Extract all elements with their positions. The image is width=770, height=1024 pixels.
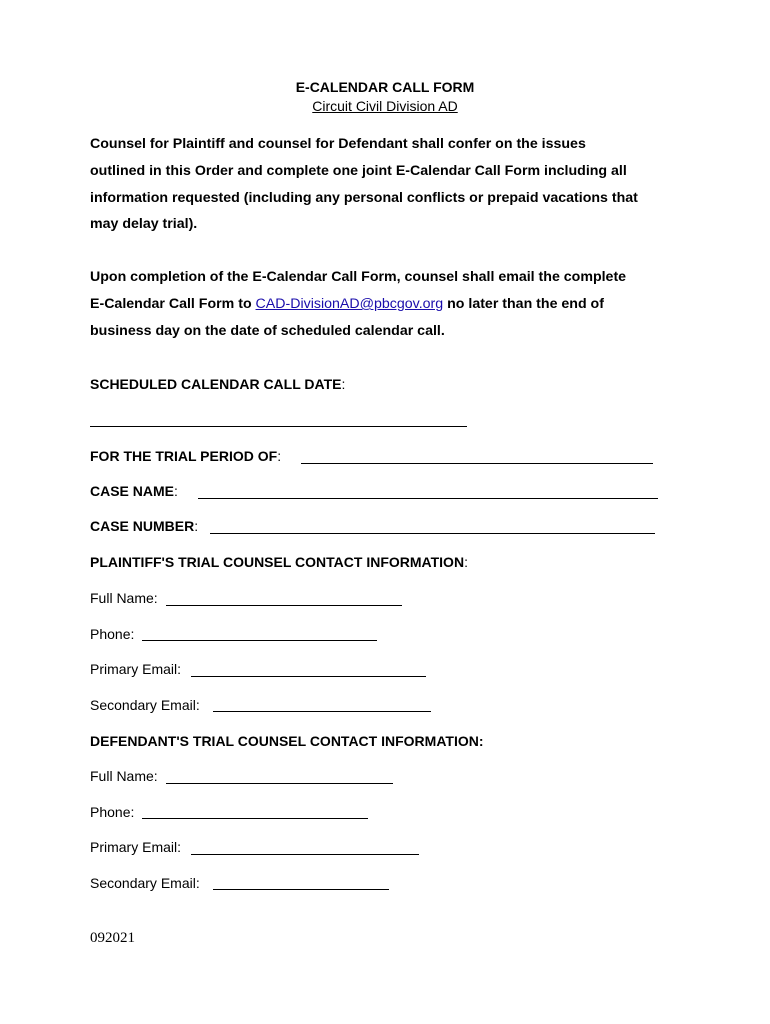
case-number-field[interactable] xyxy=(210,533,655,534)
intro-line: Counsel for Plaintiff and counsel for Defendant shall confer on the issues xyxy=(90,136,586,152)
defendant-full-name-field[interactable] xyxy=(166,783,393,784)
case-number-label xyxy=(90,518,198,534)
trial-period-field[interactable] xyxy=(301,463,653,464)
defendant-primary-email-label: Primary Email: xyxy=(90,839,182,855)
calendar-call-date-field[interactable] xyxy=(90,426,467,427)
plaintiff-full-name-label: Full Name: xyxy=(90,590,158,606)
instructions-text: no later than the end of xyxy=(443,296,604,312)
defendant-primary-email-field[interactable] xyxy=(191,854,419,855)
intro-line: information requested (including any personal conflicts or prepaid vacations that xyxy=(90,190,638,206)
instructions-line: Upon completion of the E-Calendar Call Form, counsel shall email the complete xyxy=(90,269,627,285)
case-name-label xyxy=(90,483,178,499)
trial-period-text: FOR THE TRIAL PERIOD OF xyxy=(90,448,278,464)
plaintiff-heading-text: PLAINTIFF'S TRIAL COUNSEL CONTACT INFORMATION xyxy=(90,554,465,570)
plaintiff-full-name-field[interactable] xyxy=(166,605,402,606)
label-colon: : xyxy=(464,554,468,570)
plaintiff-phone-label: Phone: xyxy=(90,626,135,642)
defendant-phone-field[interactable] xyxy=(142,818,368,819)
plaintiff-heading xyxy=(90,554,468,570)
label-colon: : xyxy=(277,448,282,464)
plaintiff-primary-email-field[interactable] xyxy=(191,676,426,677)
intro-line: may delay trial). xyxy=(90,216,198,232)
plaintiff-phone-field[interactable] xyxy=(142,640,377,641)
plaintiff-secondary-email-label: Secondary Email: xyxy=(90,697,200,713)
case-name-text: CASE NAME xyxy=(90,483,175,499)
defendant-secondary-email-label: Secondary Email: xyxy=(90,875,200,891)
intro-line: outlined in this Order and complete one joint E-Calendar Call Form including all xyxy=(90,163,627,179)
label-colon: : xyxy=(341,376,346,392)
page-title: E-CALENDAR CALL FORM xyxy=(295,79,475,95)
instructions-line xyxy=(90,296,604,312)
instructions-text: E-Calendar Call Form to xyxy=(90,296,256,312)
instructions-line: business day on the date of scheduled calendar call. xyxy=(90,323,445,339)
case-number-text: CASE NUMBER xyxy=(90,518,195,534)
label-colon: : xyxy=(194,518,199,534)
defendant-heading: DEFENDANT'S TRIAL COUNSEL CONTACT INFORMATION: xyxy=(90,733,484,749)
trial-period-label xyxy=(90,448,281,464)
defendant-secondary-email-field[interactable] xyxy=(213,889,389,890)
email-link[interactable]: CAD-DivisionAD@pbcgov.org xyxy=(255,296,444,312)
defendant-phone-label: Phone: xyxy=(90,804,135,820)
plaintiff-primary-email-label: Primary Email: xyxy=(90,661,182,677)
defendant-full-name-label: Full Name: xyxy=(90,768,158,784)
case-name-field[interactable] xyxy=(198,498,658,499)
plaintiff-secondary-email-field[interactable] xyxy=(213,711,431,712)
form-code: 092021 xyxy=(90,930,135,946)
calendar-call-date-label xyxy=(90,376,345,392)
page-subtitle: Circuit Civil Division AD xyxy=(312,98,458,114)
label-colon: : xyxy=(174,483,178,499)
calendar-call-date-text: SCHEDULED CALENDAR CALL DATE xyxy=(90,376,342,392)
